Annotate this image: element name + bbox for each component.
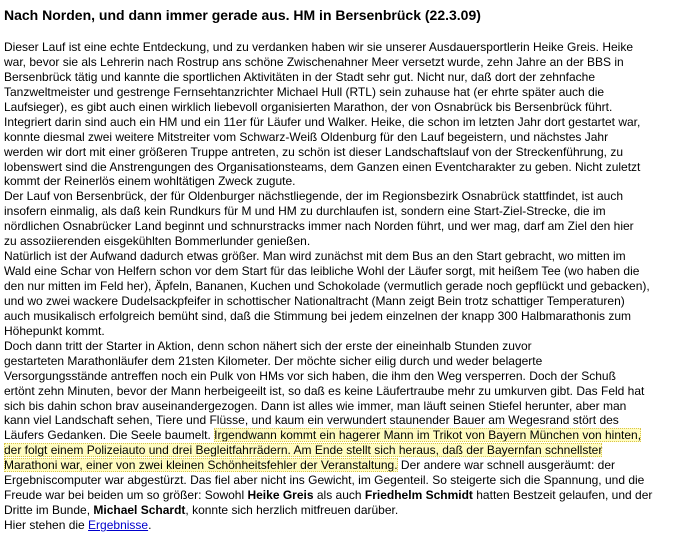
article-line: und wo zwei wackere Dudelsackpfeifer in schottischer Nationaltracht (Mann zeigt Bein trotz schattiger Temperaturen) [4, 293, 625, 308]
article-line: lobenswert sind die Anstrengungen des Organisationsteams, dem Ganzen einen Eventcharakter zu geben. Nicht zuletzt [4, 159, 641, 174]
article-line: auch musikalisch erfolgreich bemüht sind, daß die Stimmung bei jedem einzelnen der knapp 300 Halbmarathonis zum [4, 308, 631, 323]
article-line: konnte diesmal zwei weitere Mitstreiter vom Schwarz-Weiß Oldenburg für den Lauf begeistern, und nächstes Jahr [4, 129, 609, 144]
article-page [4, 6, 684, 533]
article-text: Läufers Gedanken. Die Seele baumelt. [4, 428, 215, 443]
article-line: Der Lauf von Bersenbrück, der für Oldenburger nächstliegende, der im Regionsbezirk Osnabrück stattfindet, ist auch [4, 189, 623, 204]
article-line: Wald eine Schar von Helfern schon vor dem Start für das leibliche Wohl der Läufer sorgt, mit heißem Tee (wo haben die [4, 264, 640, 279]
article-text: Der andere war schnell ausgeräumt: der [397, 458, 616, 473]
article-line: Höhepunkt kommt. [4, 323, 105, 338]
article-text: Dritte im Bunde, [4, 503, 94, 518]
article-line [4, 503, 684, 518]
article-line: war, bevor sie als Lehrerin nach Rostrup ans schöne Zwischenahner Meer versetzt wurde, zehn Jahre an der BBS in [4, 54, 624, 69]
article-line: Ergebniscomputer war abgestürzt. Das fiel aber nicht ins Gewicht, im Gegenteil. So steigerte sich die Spannung, und die [4, 473, 645, 488]
article-text: . [148, 518, 152, 532]
article-line [4, 488, 684, 503]
runner-name-michael: Michael Schardt [93, 503, 186, 518]
article-text: Hier stehen die [4, 518, 89, 532]
article-line: Natürlich ist der Aufwand dadurch etwas größer. Man wird zunächst mit dem Bus an den Start gebracht, wo mitten im [4, 249, 626, 264]
article-line: Dieser Lauf ist eine echte Entdeckung, und zu verdanken haben wir sie unserer Ausdauersportlerin Heike Greis. Heike [4, 40, 634, 54]
highlighted-text: der folgt einem Polizeiauto und drei Begleitfahrrädern. Am Ende stellt sich heraus, daß der Bayernfan schnellster [4, 443, 603, 458]
article-line: zu assoziierenden eisgekühlten Bommerlunder genießen. [4, 234, 311, 249]
article-line [4, 428, 684, 443]
article-line [4, 458, 684, 473]
article-body [4, 40, 684, 533]
article-text: hatten Bestzeit gelaufen, und der [472, 488, 653, 503]
article-line: insofern einmalig, als daß kein Rundkurs für M und HM zu durchlaufen ist, sondern eine Start-Ziel-Strecke, die im [4, 204, 606, 219]
article-line: ertönt zehn Minuten, bevor der Mann herbeigeeilt ist, so daß es keine Läufertraube mehr zu umkurven gibt. Das Feld hat [4, 383, 645, 398]
article-line [4, 518, 684, 533]
article-line: gestarteten Marathonläufer dem 21sten Kilometer. Der möchte sicher eilig durch und weder belagerte [4, 353, 543, 368]
article-line: Bersenbrück tätig und kannte die sportlichen Aktivitäten in der Stadt sehr gut. Nicht nur, daß dort der zehnfache [4, 69, 596, 84]
article-line: Laufsieger), es gibt auch einen wirklich liebevoll organisierten Marathon, der von Osnabrück bis Bersenbrück führt. [4, 99, 613, 114]
article-line: Versorgungsstände antreffen noch ein Pulk von HMs vor sich haben, die ihm den Weg versperren. Doch der Schuß [4, 368, 616, 383]
article-text: Freude war bei beiden um so größer: Sowohl [4, 488, 248, 503]
article-line: nördlichen Osnabrücker Land beginnt und schnurstracks immer nach Norden führt, und wer mag, darf am Ziel den hier [4, 219, 634, 234]
article-line: kann viel Landschaft sehen, Tiere und Flüsse, und kaum ein verwundert staunender Bauer am Wegesrand stört des [4, 413, 619, 428]
runner-name-friedhelm: Friedhelm Schmidt [364, 488, 473, 503]
article-line: werden wir dort mit einer größeren Truppe antreten, zu schön ist dieser Landschaftslauf von der Streckenführung, zu [4, 144, 623, 159]
article-headline: Nach Norden, und dann immer gerade aus. HM in Bersenbrück (22.3.09) [4, 7, 481, 23]
article-line: Tanzweltmeister und gestrenge Fernsehtanzrichter Michael Hull (RTL) sein zuhause hat (er ehrte später auch die [4, 84, 605, 99]
article-text: , konnte sich herzlich mitfreuen darüber. [185, 503, 399, 518]
article-line: den nur mitten im Feld her), Äpfeln, Bananen, Kuchen und Schokolade (vermutlich gerade noch gepflückt und gebacken), [4, 279, 650, 293]
article-text: als auch [313, 488, 365, 503]
highlighted-text: Marathoni war, einer von zwei kleinen Schönheitsfehler der Veranstaltung. [4, 458, 398, 473]
results-link[interactable]: Ergebnisse [88, 518, 149, 532]
article-line: sich bis dahin schon brav auseinandergezogen. Dann ist alles wie immer, man läuft seinen Stiefel herunter, aber man [4, 398, 627, 413]
article-line [4, 443, 684, 458]
article-line: Integriert darin sind auch ein HM und ein 11er für Läufer und Walker. Heike, die schon im letzten Jahr dort gestartet war, [4, 114, 641, 129]
highlighted-text: Irgendwann kommt ein hagerer Mann im Trikot von Bayern München von hinten, [214, 428, 642, 443]
article-line: Doch dann tritt der Starter in Aktion, denn schon nähert sich der erste der eineinhalb Stunden zuvor [4, 338, 532, 353]
runner-name-heike: Heike Greis [247, 488, 314, 503]
article-line: kommt der Reinerlös einem wohltätigen Zweck zugute. [4, 174, 296, 189]
